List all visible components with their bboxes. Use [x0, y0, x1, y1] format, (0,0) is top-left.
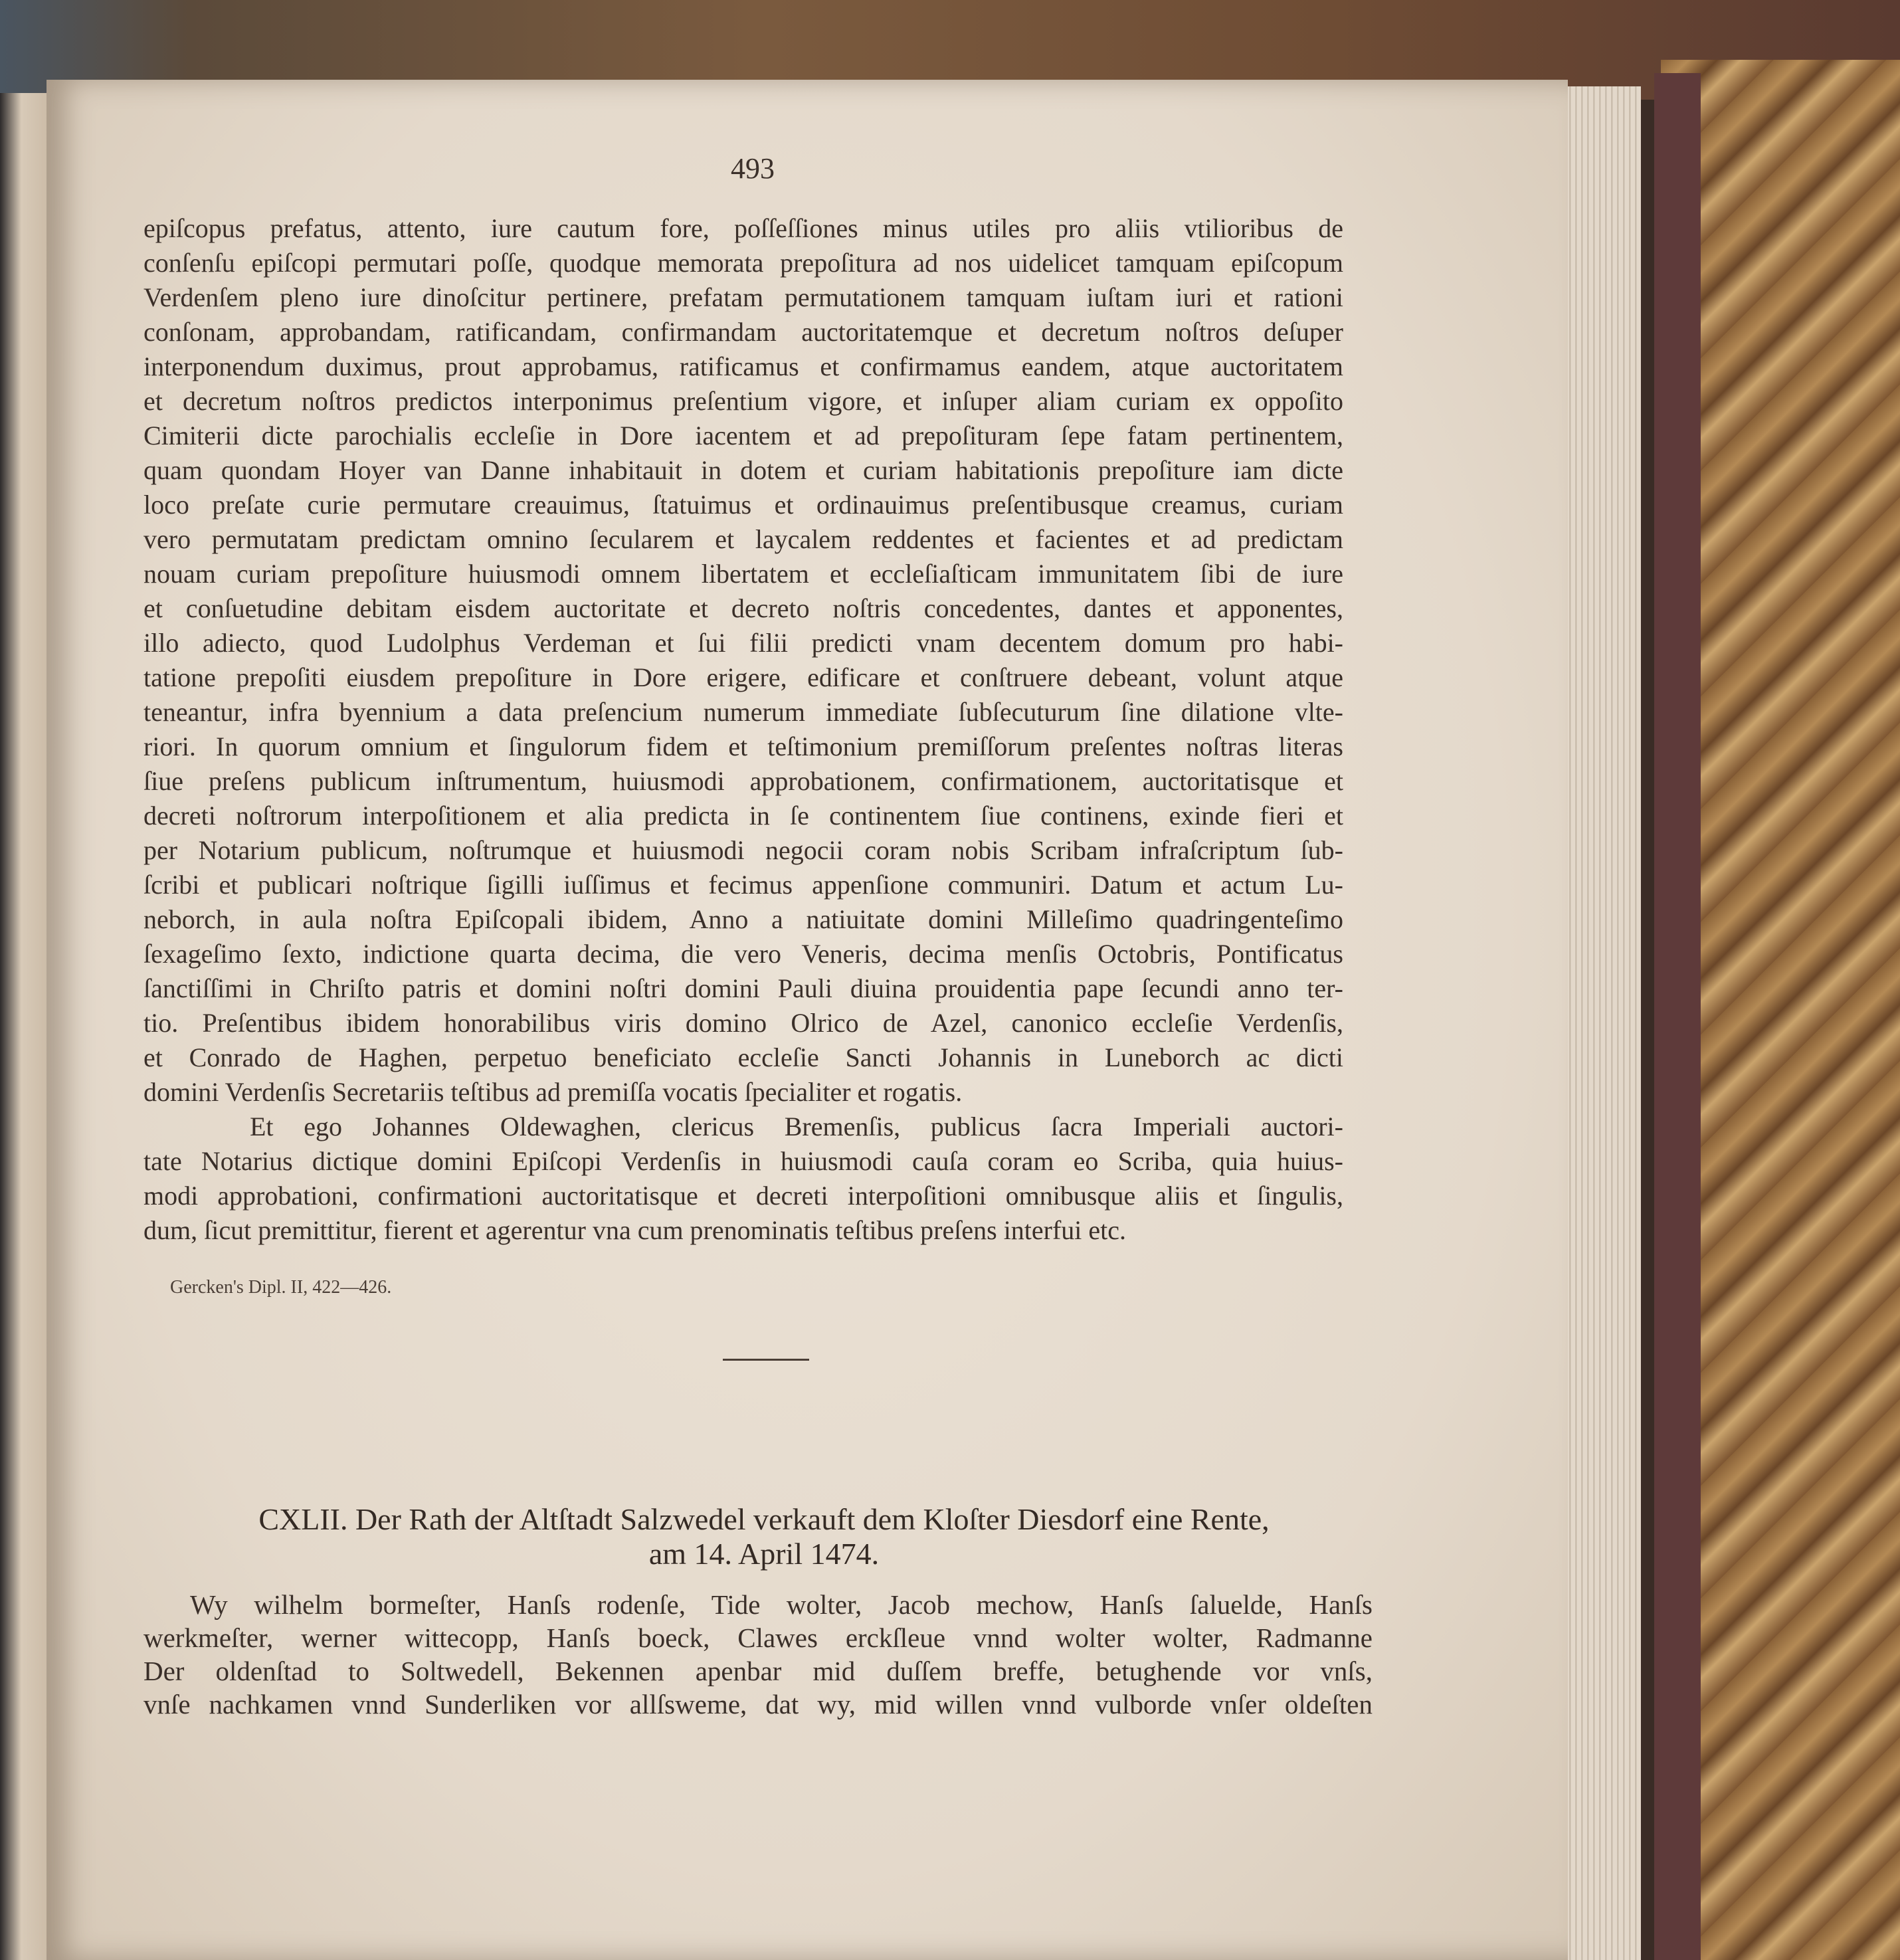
- text-line: ſexageſimo ſexto, indictione quarta decima, die vero Veneris, decima menſis Octobris, Pontificatus: [143, 939, 1343, 969]
- text-line: nouam curiam prepoſiture huiusmodi omnem libertatem et eccleſiaſticam immunitatem ſibi de iure: [143, 559, 1343, 589]
- text-line: teneantur, infra byennium a data preſencium numerum immediate ſubſecuturum ſine dilatione vlte-: [143, 697, 1343, 727]
- left-page-edge: [0, 93, 53, 1960]
- text-line: Wy wilhelm bormeſter, Hanſs rodenſe, Tide wolter, Jacob mechow, Hanſs ſaluelde, Hanſs: [190, 1589, 1373, 1620]
- text-line: Et ego Johannes Oldewaghen, clericus Bremenſis, publicus ſacra Imperiali auctori-: [250, 1112, 1343, 1141]
- text-line: ſiue preſens publicum inſtrumentum, huiusmodi approbationem, confirmationem, auctoritatisque et: [143, 766, 1343, 796]
- text-line: Der oldenſtad to Soltwedell, Bekennen apenbar mid duſſem breffe, betughende vor vnſs,: [143, 1656, 1373, 1686]
- section-heading: CXLII. Der Rath der Altſtadt Salzwedel verkauft dem Kloſter Diesdorf eine Rente,: [258, 1502, 1270, 1536]
- text-line: loco preſate curie permutare creauimus, ſtatuimus et ordinauimus preſentibusque creamus, curiam: [143, 490, 1343, 520]
- text-line: domini Verdenſis Secretariis teſtibus ad premiſſa vocatis ſpecialiter et rogatis.: [143, 1077, 963, 1107]
- text-line: decreti noſtrorum interpoſitionem et alia predicta in ſe continentem ſiue continens, exinde fieri et: [143, 801, 1343, 831]
- text-line: epiſcopus prefatus, attento, iure cautum fore, poſſeſſiones minus utiles pro aliis vtilioribus de: [143, 213, 1343, 243]
- text-line: interponendum duximus, prout approbamus, ratificamus et confirmamus eandem, atque auctoritatem: [143, 351, 1343, 381]
- text-line: tio. Preſentibus ibidem honorabilibus viris domino Olrico de Azel, canonico eccleſie Verdenſis,: [143, 1008, 1343, 1038]
- text-line: Cimiterii dicte parochialis eccleſie in Dore iacentem et ad prepoſituram ſepe fatam pertinentem,: [143, 421, 1343, 450]
- text-line: vnſe nachkamen vnnd Sunderliken vor allſsweme, dat wy, mid willen vnnd vulborde vnſer oldeſten: [143, 1689, 1373, 1719]
- text-line: quam quondam Hoyer van Danne inhabitauit in dotem et curiam habitationis prepoſiture iam dicte: [143, 455, 1343, 485]
- text-line: vero permutatam predictam omnino ſecularem et laycalem reddentes et facientes et ad predictam: [143, 524, 1343, 554]
- text-line: werkmeſter, werner wittecopp, Hanſs boeck, Clawes erckſleue vnnd wolter wolter, Radmanne: [143, 1622, 1373, 1653]
- text-line: tate Notarius dictique domini Epiſcopi Verdenſis in huiusmodi cauſa coram eo Scriba, quia huius-: [143, 1146, 1343, 1176]
- text-line: modi approbationi, confirmationi auctoritatisque et decreti interpoſitioni omnibusque aliis et ſingulis,: [143, 1181, 1343, 1211]
- document-text: [143, 211, 1343, 1248]
- text-line: et conſuetudine debitam eisdem auctoritate et decreto noſtris concedentes, dantes et apponentes,: [143, 593, 1343, 623]
- section-heading-date: am 14. April 1474.: [648, 1537, 880, 1571]
- text-line: conſonam, approbandam, ratificandam, confirmandam auctoritatemque et decretum noſtros deſuper: [143, 317, 1343, 347]
- text-line: et decretum noſtros predictos interponimus preſentium vigore, et inſuper aliam curiam ex oppoſito: [143, 386, 1343, 416]
- section-divider: [723, 1359, 809, 1361]
- text-line: tatione prepoſiti eiusdem prepoſiture in Dore erigere, edificare et conſtruere debeant, volunt atque: [143, 662, 1343, 692]
- text-line: ſcribi et publicari noſtrique ſigilli iuſſimus et fecimus appenſione communiri. Datum et actum Lu-: [143, 870, 1343, 900]
- text-line: riori. In quorum omnium et ſingulorum fidem et teſtimonium premiſſorum preſentes noſtras literas: [143, 732, 1343, 761]
- text-line: ſanctiſſimi in Chriſto patris et domini noſtri domini Pauli diuina prouidentia pape ſecundi anno ter-: [143, 973, 1343, 1003]
- text-line: Verdenſem pleno iure dinoſcitur pertinere, prefatam permutationem tamquam iuſtam iuri et rationi: [143, 282, 1343, 312]
- cover-binding: [1654, 73, 1701, 1960]
- text-line: et Conrado de Haghen, perpetuo beneficiato eccleſie Sancti Johannis in Luneborch ac dicti: [143, 1042, 1343, 1072]
- text-line: dum, ſicut premittitur, fierent et agerentur vna cum prenominatis teſtibus preſens interfui etc.: [143, 1215, 1127, 1245]
- text-line: illo adiecto, quod Ludolphus Verdeman et ſui filii predicti vnam decentem domum pro habi-: [143, 628, 1343, 658]
- text-line: per Notarium publicum, noſtrumque et huiusmodi negocii coram nobis Scribam infraſcriptum ſub-: [143, 835, 1343, 865]
- text-line: neborch, in aula noſtra Epiſcopali ibidem, Anno a natiuitate domini Milleſimo quadringenteſimo: [143, 904, 1343, 934]
- section-body: [143, 1588, 1373, 1721]
- source-citation: Gercken's Dipl. II, 422—426.: [170, 1277, 392, 1298]
- page-number: 493: [731, 152, 775, 185]
- text-line: conſenſu epiſcopi permutari poſſe, quodque memorata prepoſitura ad nos uidelicet tamquam epiſcopum: [143, 248, 1343, 278]
